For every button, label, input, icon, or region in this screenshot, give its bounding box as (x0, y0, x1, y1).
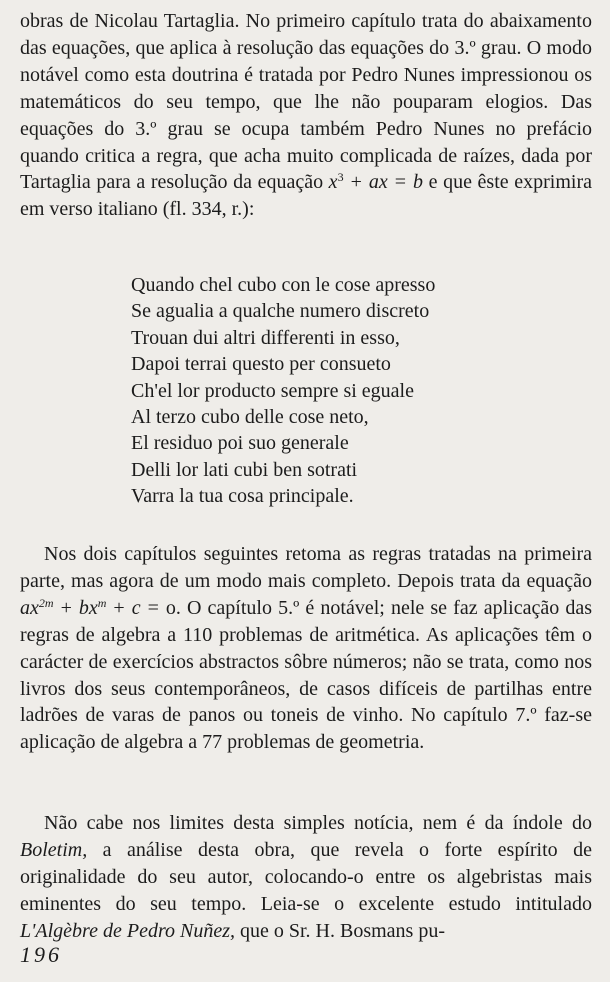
equation-var-x: x (328, 171, 338, 194)
verse-line: Varra la tua cosa principale. (131, 485, 354, 508)
verse-line: Trouan dui altri differenti in esso, (131, 326, 400, 349)
paragraph1-text-a: obras de Nicolau Tartaglia. No primeiro capítulo trata do abaixamento das equações, que aplica à resolução das equações do 3.º grau. O modo notável como esta doutrina é tratada por Pedro Nunes impressionou os matemáticos do seu tempo, que lhe não pouparam elogios. Das equações do 3.º grau se ocupa também Pedro Nunes no prefácio quando critica a regra, que acha muito complicada de raízes, dada por Tartaglia para a resolução da equação (20, 10, 592, 194)
paragraph-tartaglia (20, 8, 592, 223)
paragraph3-text-b: a análise desta obra, que revela o forte espírito de originalidade do seu autor, colocando-o entre os algebristas mais eminentes do seu tempo. Leia-se o excelente estudo intitulado (20, 838, 592, 915)
equation-exponent: 3 (337, 170, 344, 185)
paragraph3-text-c: que o Sr. H. Bosmans pu- (234, 919, 445, 942)
equation-plus: + (60, 596, 72, 619)
equation-exponent: 2m (38, 595, 54, 610)
equation-zero: o (165, 596, 176, 619)
verse-line: Dapoi terrai questo per consueto (131, 353, 391, 376)
italian-verse (131, 272, 435, 510)
verse-line: Delli lor lati cubi ben sotrati (131, 458, 358, 481)
equation-var-b: b (413, 171, 424, 194)
equation-equals: = (147, 596, 159, 619)
equation-term-ax: ax (368, 171, 388, 194)
verse-line: Quando chel cubo con le cose apresso (131, 274, 436, 296)
study-title: L'Algèbre de Pedro Nuñez, (20, 919, 235, 942)
verse-line: Ch'el lor producto sempre si eguale (131, 379, 414, 402)
verse-line: El residuo poi suo generale (131, 432, 349, 455)
equation-plus: + (350, 171, 362, 194)
paragraph1-text-b: e que êste exprimira em verso italiano (fl. 334, r.): (20, 171, 592, 221)
paragraph2-text-a: Nos dois capítulos seguintes retoma as regras tratadas na primeira parte, mas agora de um modo mais completo. Depois trata da equação (20, 543, 592, 592)
equation-equals: = (394, 171, 407, 194)
equation-exponent: m (97, 595, 107, 610)
equation-term-bx: bx (78, 596, 98, 619)
paragraph-chapters (20, 541, 592, 756)
verse-line: Se agualia a qualche numero discreto (131, 300, 430, 323)
equation-term-ax: ax (20, 596, 39, 619)
page-number: 196 (20, 942, 62, 967)
paragraph-boletim (20, 810, 592, 945)
equation-var-c: c (131, 596, 141, 619)
equation-plus: + (113, 596, 125, 619)
verse-line: Al terzo cubo delle cose neto, (131, 406, 369, 429)
journal-name: Boletim, (20, 838, 88, 861)
paragraph2-text-b: . O capítulo 5.º é notável; nele se faz aplicação das regras de algebra a 110 problemas de aritmética. As aplicações têm o carácter de exercícios abstractos sôbre números; não se trata, como nos livros dos seus contemporâneos, de casos difíceis de partilhas entre ladrões de varas de panos ou toneis de vinho. No capítulo 7.º faz-se aplicação de algebra a 77 problemas de geometria. (20, 596, 592, 754)
paragraph3-text-a: Não cabe nos limites desta simples notícia, nem é da índole do (44, 812, 592, 834)
